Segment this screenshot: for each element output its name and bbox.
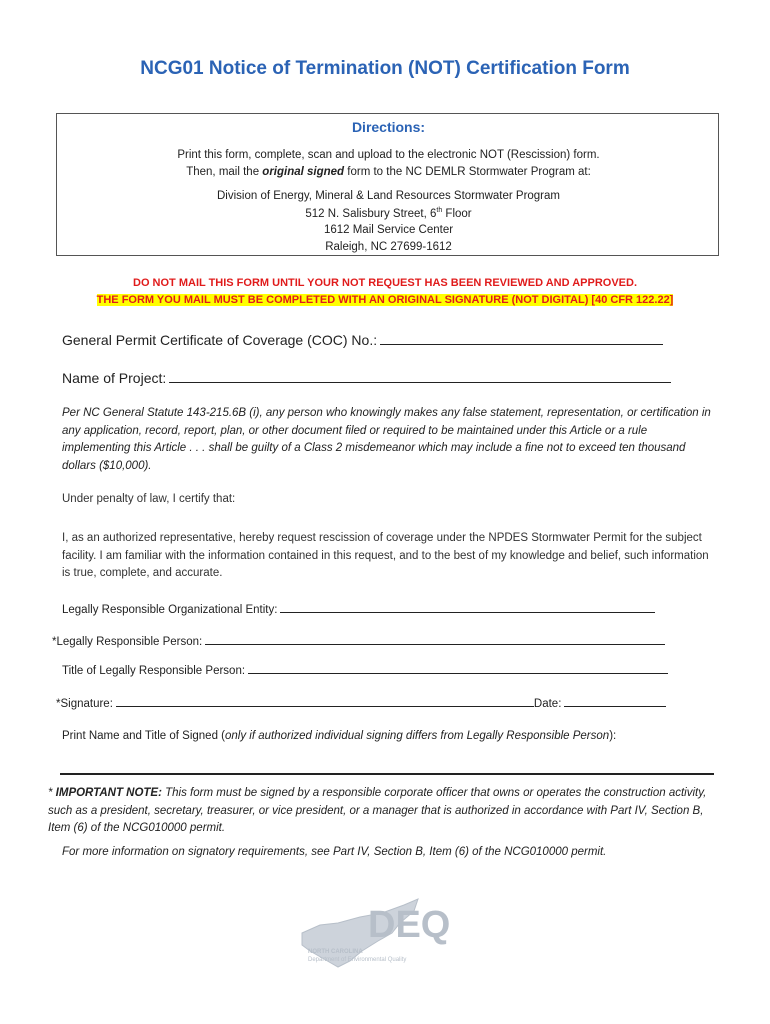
- logo-line-2: Department of Environmental Quality: [308, 957, 407, 963]
- address-line-4: Raleigh, NC 27699-1612: [325, 241, 452, 253]
- directions-line-1: Print this form, complete, scan and upload to the electronic NOT (Rescission) form.: [177, 149, 600, 161]
- print-name-signature-line[interactable]: [60, 773, 714, 775]
- address-line-3: 1612 Mail Service Center: [323, 224, 454, 236]
- penalty-intro: Under penalty of law, I certify that:: [62, 493, 236, 505]
- more-info-text: For more information on signatory requirements, see Part IV, Section B, Item (6) of the NCG010000 permit.: [62, 846, 607, 858]
- directions-box: [56, 113, 719, 256]
- coc-number-field[interactable]: General Permit Certificate of Coverage (COC) No.:: [62, 332, 663, 348]
- address-line-2: 512 N. Salisbury Street, 6th Floor: [305, 207, 472, 220]
- warning-line-2: THE FORM YOU MAIL MUST BE COMPLETED WITH AN ORIGINAL SIGNATURE (NOT DIGITAL) [40 CFR 122.22]: [96, 294, 674, 306]
- date-field[interactable]: [564, 695, 666, 707]
- project-name-field[interactable]: Name of Project:: [62, 370, 671, 386]
- responsible-person-field[interactable]: *Legally Responsible Person:: [52, 633, 665, 648]
- date-label: Date:: [533, 698, 562, 710]
- page-title: NCG01 Notice of Termination (NOT) Certification Form: [140, 58, 630, 79]
- deq-logo-icon: [300, 893, 475, 971]
- signature-field[interactable]: *Signature: Date:: [56, 695, 666, 710]
- logo-line-1: NORTH CAROLINA: [308, 949, 363, 955]
- warning-line-1: DO NOT MAIL THIS FORM UNTIL YOUR NOT REQUEST HAS BEEN REVIEWED AND APPROVED.: [133, 277, 637, 289]
- address-line-1: Division of Energy, Mineral & Land Resources Stormwater Program: [216, 190, 560, 202]
- deq-logo: [300, 893, 475, 971]
- responsible-person-title-field[interactable]: Title of Legally Responsible Person:: [62, 662, 668, 677]
- print-name-label: Print Name and Title of Signed (only if authorized individual signing differs from Legally Responsible Person):: [62, 730, 617, 742]
- statute-paragraph: Per NC General Statute 143-215.6B (i), any person who knowingly makes any false statement, representation, or certification in any application, record, report, plan, or other document filed or required to be maintained under this Article or a rule implementing this Article . . . shall be guilty of a Class 2 misdemeanor which may include a fine not to exceed ten thousand dollars ($10,000).: [62, 407, 711, 472]
- logo-wordmark: DEQ: [368, 904, 451, 946]
- directions-heading: Directions:: [351, 119, 426, 135]
- directions-line-2: Then, mail the original signed form to the NC DEMLR Stormwater Program at:: [186, 166, 591, 178]
- certification-paragraph: I, as an authorized representative, hereby request rescission of coverage under the NPDES Stormwater Permit for the subject facility. I am familiar with the information contained in this request, and to the best of my knowledge and belief, such information is true, complete, and accurate.: [62, 532, 709, 579]
- important-note: * IMPORTANT NOTE: This form must be signed by a responsible corporate officer that owns or operates the construction activity, such as a president, secretary, treasurer, or vice president, or a manager that is authorized in accordance with Part IV, Section B, Item (6) of the NCG010000 permit.: [48, 787, 707, 834]
- organizational-entity-field[interactable]: Legally Responsible Organizational Entity:: [62, 601, 655, 616]
